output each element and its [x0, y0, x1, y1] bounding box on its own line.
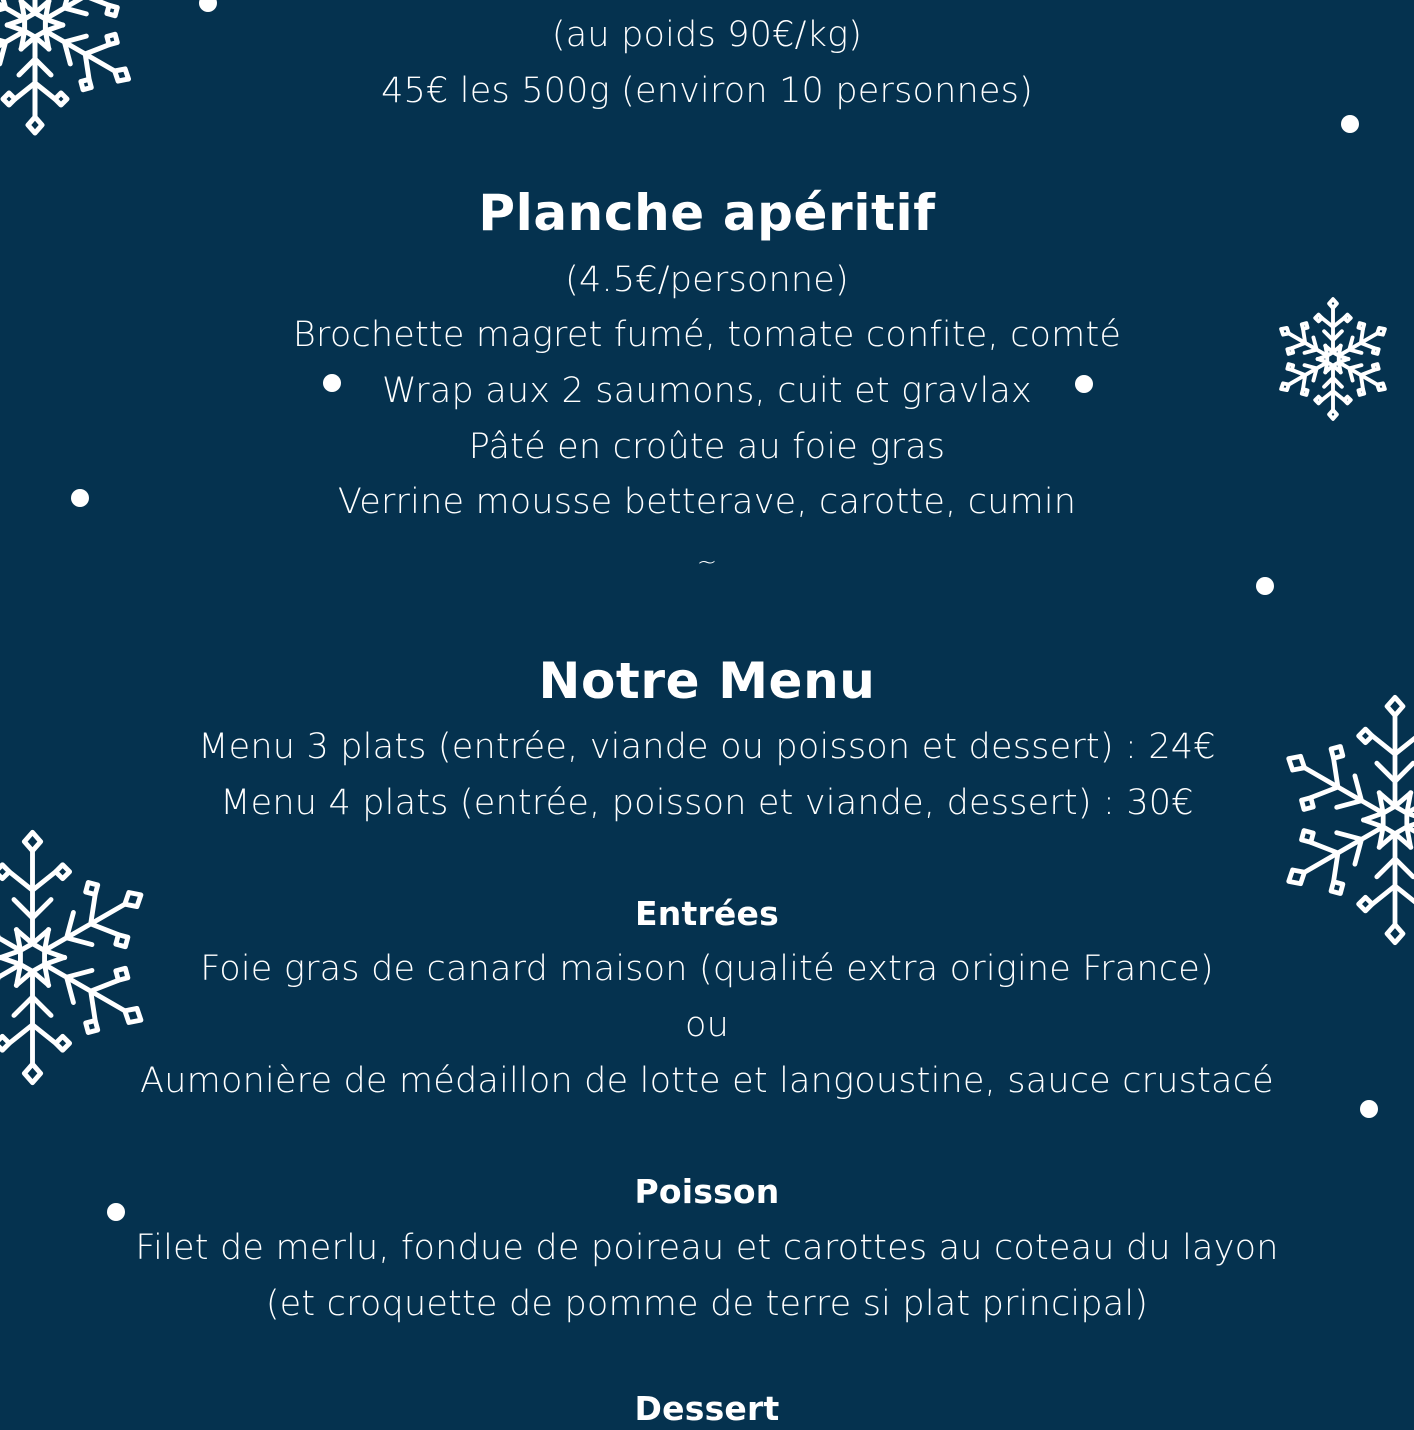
section-separator: ~	[696, 548, 718, 576]
menu-formula: Menu 4 plats (entrée, poisson et viande, dessert) : 30€	[220, 783, 1194, 823]
poisson-dish: Filet de merlu, fondue de poireau et carottes au coteau du layon	[135, 1228, 1279, 1268]
poisson-note: (et croquette de pomme de terre si plat principal)	[265, 1284, 1149, 1324]
or-separator: ou	[685, 1005, 729, 1045]
dessert-heading: Dessert	[634, 1389, 780, 1428]
menu-title: Notre Menu	[538, 652, 876, 710]
entrees-heading: Entrées	[635, 894, 779, 933]
planche-item: Verrine mousse betterave, carotte, cumin	[337, 482, 1077, 522]
snow-dot-icon	[1341, 115, 1359, 133]
poisson-heading: Poisson	[634, 1172, 780, 1211]
snow-dot-icon	[199, 0, 217, 12]
planche-title: Planche apéritif	[478, 184, 936, 242]
portion-price: 45€ les 500g (environ 10 personnes)	[381, 71, 1033, 111]
planche-item: Brochette magret fumé, tomate confite, comté	[292, 315, 1122, 355]
planche-item: Wrap aux 2 saumons, cuit et gravlax	[382, 371, 1032, 411]
entree-option: Aumonière de médaillon de lotte et langoustine, sauce crustacé	[140, 1061, 1274, 1101]
planche-item: Pâté en croûte au foie gras	[468, 427, 946, 467]
price-per-kg: (au poids 90€/kg)	[551, 15, 863, 55]
snow-dot-icon	[1256, 577, 1274, 595]
menu-formula: Menu 3 plats (entrée, viande ou poisson et dessert) : 24€	[198, 727, 1216, 767]
snow-dot-icon	[1360, 1100, 1378, 1118]
planche-price: (4.5€/personne)	[565, 260, 849, 300]
entree-option: Foie gras de canard maison (qualité extra origine France)	[200, 949, 1214, 989]
